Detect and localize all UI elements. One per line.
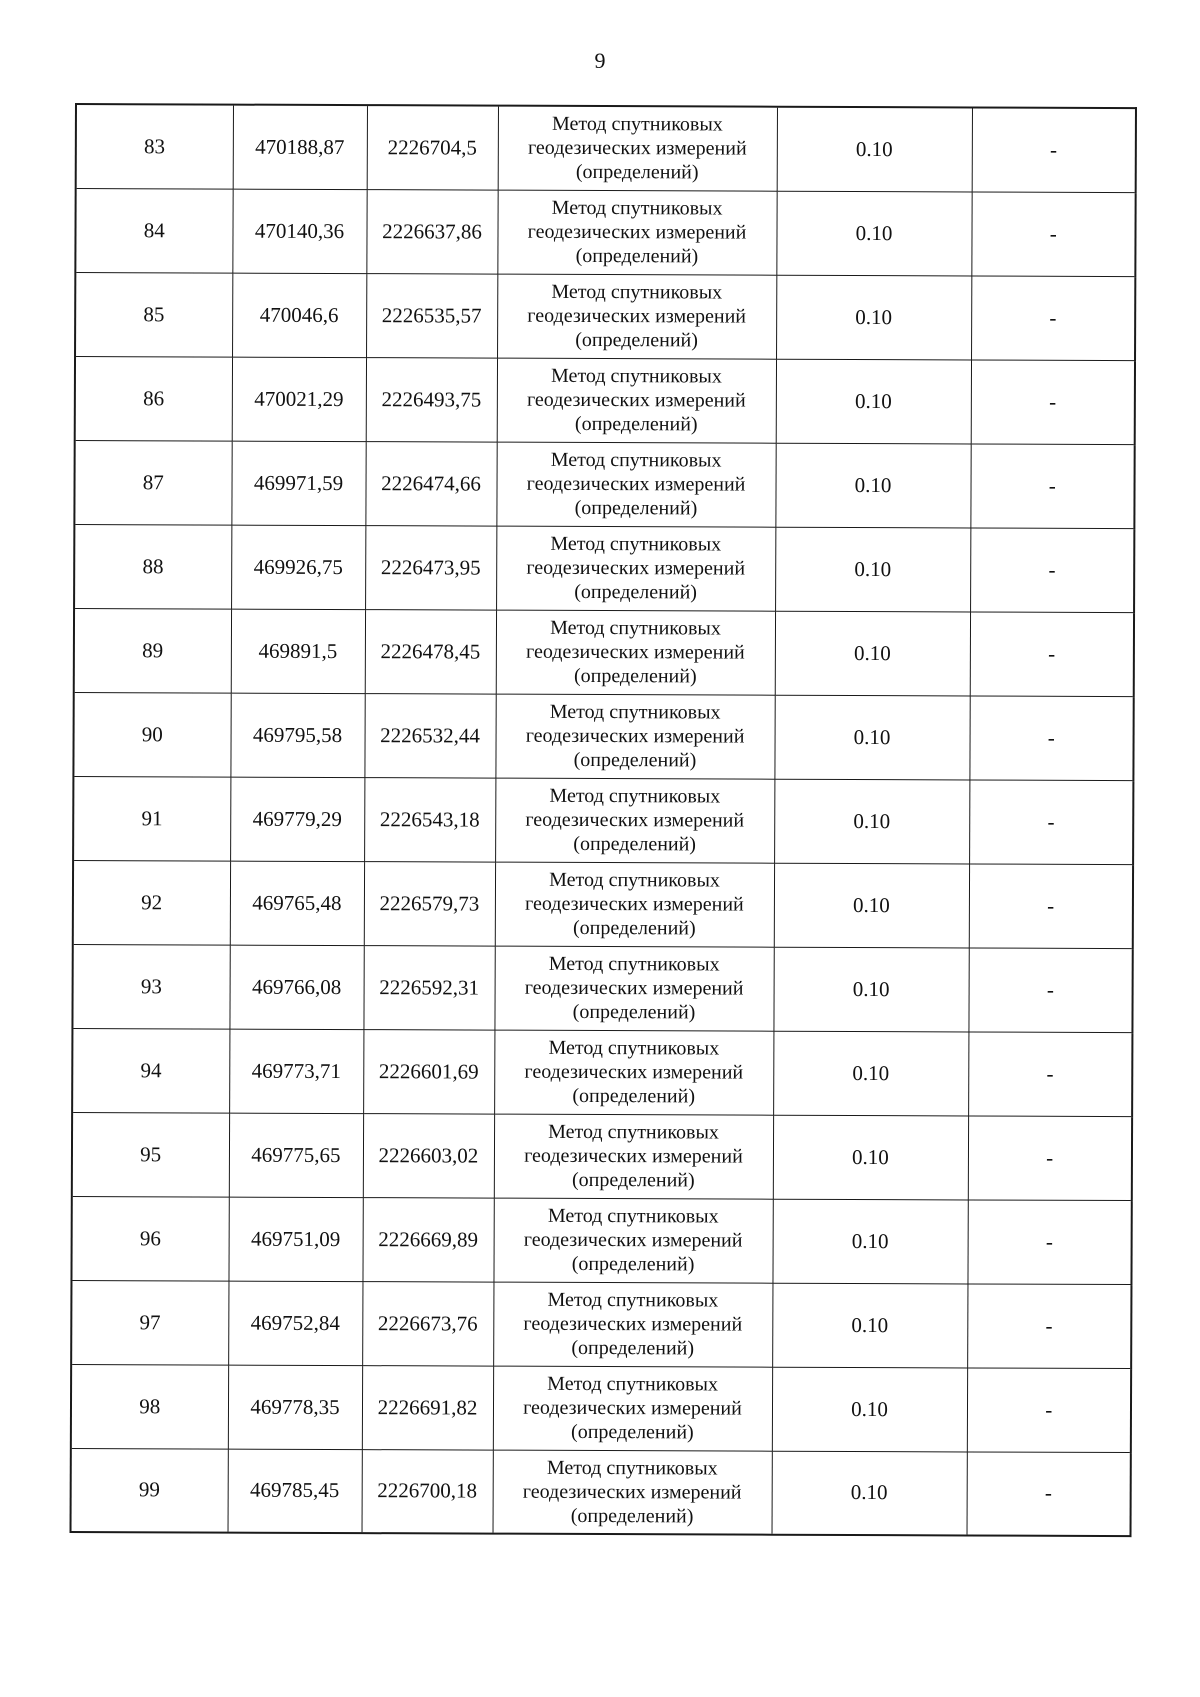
table-row xyxy=(72,1112,1132,1200)
accuracy-cell: 0.10 xyxy=(774,863,969,948)
y-coordinate-cell: 2226669,89 xyxy=(362,1197,493,1282)
accuracy-cell: 0.10 xyxy=(773,1115,968,1200)
note-cell: - xyxy=(967,1283,1131,1368)
note-cell: - xyxy=(970,527,1134,612)
note-cell: - xyxy=(971,275,1135,360)
x-coordinate-cell: 469779,29 xyxy=(230,777,364,862)
method-text-line: геодезических измерений xyxy=(526,556,746,580)
method-text-line: геодезических измерений xyxy=(526,388,746,412)
coordinates-table xyxy=(70,103,1137,1537)
note-cell: - xyxy=(967,1367,1131,1452)
point-number-cell: 86 xyxy=(75,356,232,441)
method-text-line: геодезических измерений xyxy=(527,136,747,160)
method-text-line: (определений) xyxy=(572,1084,696,1108)
accuracy-cell: 0.10 xyxy=(775,527,970,612)
method-cell xyxy=(495,778,774,863)
method-text-line: (определений) xyxy=(571,1168,695,1192)
table-row xyxy=(72,944,1132,1032)
y-coordinate-cell: 2226473,95 xyxy=(365,525,496,610)
method-text-line: (определений) xyxy=(571,1336,695,1360)
x-coordinate-cell: 469766,08 xyxy=(229,945,363,1030)
point-number-cell: 85 xyxy=(75,272,232,357)
y-coordinate-cell: 2226691,82 xyxy=(362,1365,493,1450)
method-cell xyxy=(493,1198,772,1283)
table-body xyxy=(71,104,1136,1536)
accuracy-cell: 0.10 xyxy=(776,359,971,444)
method-text-line: (определений) xyxy=(575,328,698,352)
method-text-line: Метод спутниковых xyxy=(548,952,720,976)
y-coordinate-cell: 2226704,5 xyxy=(367,105,498,190)
table-row xyxy=(76,104,1136,192)
point-number-cell: 91 xyxy=(73,776,230,861)
method-cell xyxy=(493,1282,772,1367)
x-coordinate-cell: 469785,45 xyxy=(228,1449,362,1534)
accuracy-cell: 0.10 xyxy=(776,191,971,276)
method-text-line: геодезических измерений xyxy=(527,220,747,244)
x-coordinate-cell: 469795,58 xyxy=(230,693,364,778)
method-text-line: (определений) xyxy=(574,496,698,520)
accuracy-cell: 0.10 xyxy=(777,107,972,192)
method-text-line: (определений) xyxy=(571,1252,695,1276)
y-coordinate-cell: 2226478,45 xyxy=(365,609,496,694)
method-text-line: Метод спутниковых xyxy=(547,1288,719,1312)
method-text-line: геодезических измерений xyxy=(523,1228,743,1252)
method-text-line: Метод спутниковых xyxy=(549,868,720,892)
method-text-line: геодезических измерений xyxy=(524,1060,744,1084)
method-text-line: Метод спутниковых xyxy=(546,1456,718,1480)
table-row xyxy=(75,272,1135,360)
accuracy-cell: 0.10 xyxy=(775,611,970,696)
y-coordinate-cell: 2226637,86 xyxy=(366,189,497,274)
method-cell xyxy=(498,106,777,191)
x-coordinate-cell: 469752,84 xyxy=(228,1281,362,1366)
x-coordinate-cell: 469926,75 xyxy=(231,525,365,610)
note-cell: - xyxy=(968,1031,1132,1116)
method-text-line: геодезических измерений xyxy=(523,1312,743,1336)
note-cell: - xyxy=(969,863,1133,948)
point-number-cell: 88 xyxy=(74,524,231,609)
accuracy-cell: 0.10 xyxy=(772,1283,967,1368)
point-number-cell: 96 xyxy=(71,1196,228,1281)
method-text-line: геодезических измерений xyxy=(523,1396,742,1420)
y-coordinate-cell: 2226700,18 xyxy=(362,1449,493,1534)
method-text-line: Метод спутниковых xyxy=(550,448,722,472)
x-coordinate-cell: 469891,5 xyxy=(231,609,365,694)
point-number-cell: 92 xyxy=(73,860,230,945)
note-cell: - xyxy=(967,1199,1131,1284)
table-row xyxy=(74,524,1134,612)
method-text-line: (определений) xyxy=(573,748,697,772)
accuracy-cell: 0.10 xyxy=(772,1367,967,1452)
note-cell: - xyxy=(969,695,1133,780)
method-text-line: (определений) xyxy=(572,916,696,940)
method-cell xyxy=(494,1030,773,1115)
method-text-line: (определений) xyxy=(574,412,698,436)
method-text-line: Метод спутниковых xyxy=(551,280,723,304)
point-number-cell: 90 xyxy=(73,692,230,777)
point-number-cell: 94 xyxy=(72,1028,229,1113)
point-number-cell: 99 xyxy=(71,1448,228,1533)
method-cell xyxy=(495,862,774,947)
accuracy-cell: 0.10 xyxy=(772,1451,967,1536)
x-coordinate-cell: 470046,6 xyxy=(232,273,366,358)
table-row xyxy=(71,1364,1131,1452)
method-text-line: геодезических измерений xyxy=(525,892,744,916)
x-coordinate-cell: 469971,59 xyxy=(231,441,365,526)
method-cell xyxy=(497,190,776,275)
method-text-line: Метод спутниковых xyxy=(547,1204,719,1228)
x-coordinate-cell: 469775,65 xyxy=(229,1113,363,1198)
method-text-line: (определений) xyxy=(574,580,697,604)
table-row xyxy=(71,1448,1131,1536)
method-text-line: (определений) xyxy=(573,664,697,688)
method-text-line: геодезических измерений xyxy=(524,1144,743,1168)
method-text-line: геодезических измерений xyxy=(524,976,744,1000)
accuracy-cell: 0.10 xyxy=(774,695,969,780)
x-coordinate-cell: 470021,29 xyxy=(232,357,366,442)
method-cell xyxy=(494,1114,773,1199)
point-number-cell: 98 xyxy=(71,1364,228,1449)
x-coordinate-cell: 470140,36 xyxy=(232,189,366,274)
table-row xyxy=(73,692,1133,780)
point-number-cell: 93 xyxy=(72,944,229,1029)
method-text-line: Метод спутниковых xyxy=(551,113,723,136)
method-text-line: (определений) xyxy=(572,1000,696,1024)
x-coordinate-cell: 469773,71 xyxy=(229,1029,363,1114)
y-coordinate-cell: 2226493,75 xyxy=(366,357,497,442)
method-text-line: Метод спутниковых xyxy=(549,700,721,724)
note-cell: - xyxy=(972,107,1136,192)
note-cell: - xyxy=(971,191,1135,276)
method-cell xyxy=(493,1450,772,1535)
method-text-line: (определений) xyxy=(575,244,699,268)
method-cell xyxy=(494,946,773,1031)
accuracy-cell: 0.10 xyxy=(773,1031,968,1116)
table-row xyxy=(75,356,1135,444)
method-text-line: геодезических измерений xyxy=(525,640,745,664)
note-cell: - xyxy=(968,947,1132,1032)
y-coordinate-cell: 2226592,31 xyxy=(363,945,494,1030)
table-row xyxy=(75,188,1135,276)
method-text-line: Метод спутниковых xyxy=(548,1036,720,1060)
method-cell xyxy=(496,442,775,527)
accuracy-cell: 0.10 xyxy=(775,443,970,528)
method-text-line: Метод спутниковых xyxy=(551,196,723,220)
y-coordinate-cell: 2226601,69 xyxy=(363,1029,494,1114)
method-cell xyxy=(496,610,775,695)
table-row xyxy=(72,1028,1132,1116)
method-cell xyxy=(496,526,775,611)
x-coordinate-cell: 470188,87 xyxy=(233,105,367,190)
table-row xyxy=(71,1196,1131,1284)
table-row xyxy=(73,776,1133,864)
note-cell: - xyxy=(967,1451,1131,1536)
point-number-cell: 83 xyxy=(76,104,233,189)
y-coordinate-cell: 2226673,76 xyxy=(362,1281,493,1366)
table-row xyxy=(73,860,1133,948)
point-number-cell: 95 xyxy=(72,1112,229,1197)
method-text-line: геодезических измерений xyxy=(525,808,745,832)
table-row xyxy=(74,608,1134,696)
method-cell xyxy=(495,694,774,779)
accuracy-cell: 0.10 xyxy=(776,275,971,360)
point-number-cell: 84 xyxy=(75,188,232,273)
note-cell: - xyxy=(969,779,1133,864)
table-row xyxy=(74,440,1134,528)
y-coordinate-cell: 2226543,18 xyxy=(364,777,495,862)
method-text-line: Метод спутниковых xyxy=(550,616,721,640)
accuracy-cell: 0.10 xyxy=(774,779,969,864)
x-coordinate-cell: 469751,09 xyxy=(228,1197,362,1282)
method-cell xyxy=(493,1366,772,1451)
method-text-line: (определений) xyxy=(571,1420,694,1444)
page-number: 9 xyxy=(594,48,606,73)
method-text-line: геодезических измерений xyxy=(527,304,747,328)
method-cell xyxy=(497,358,776,443)
method-text-line: (определений) xyxy=(570,1504,694,1528)
y-coordinate-cell: 2226603,02 xyxy=(363,1113,494,1198)
accuracy-cell: 0.10 xyxy=(772,1199,967,1284)
y-coordinate-cell: 2226532,44 xyxy=(364,693,495,778)
method-text-line: Метод спутниковых xyxy=(547,1372,719,1396)
point-number-cell: 89 xyxy=(74,608,231,693)
y-coordinate-cell: 2226535,57 xyxy=(366,273,497,358)
point-number-cell: 87 xyxy=(74,440,231,525)
accuracy-cell: 0.10 xyxy=(773,947,968,1032)
method-text-line: (определений) xyxy=(573,832,697,856)
method-text-line: Метод спутниковых xyxy=(550,532,722,556)
x-coordinate-cell: 469765,48 xyxy=(230,861,364,946)
method-text-line: геодезических измерений xyxy=(525,724,745,748)
y-coordinate-cell: 2226579,73 xyxy=(364,861,495,946)
table-row xyxy=(71,1280,1131,1368)
point-number-cell: 97 xyxy=(71,1280,228,1365)
method-text-line: Метод спутниковых xyxy=(549,784,721,808)
note-cell: - xyxy=(970,611,1134,696)
method-text-line: геодезических измерений xyxy=(526,472,746,496)
method-text-line: Метод спутниковых xyxy=(551,364,722,388)
x-coordinate-cell: 469778,35 xyxy=(228,1365,362,1450)
method-text-line: Метод спутниковых xyxy=(548,1120,719,1144)
method-text-line: геодезических измерений xyxy=(522,1480,742,1504)
method-text-line: (определений) xyxy=(575,161,699,184)
note-cell: - xyxy=(970,443,1134,528)
method-cell xyxy=(497,274,776,359)
note-cell: - xyxy=(968,1115,1132,1200)
y-coordinate-cell: 2226474,66 xyxy=(365,441,496,526)
note-cell: - xyxy=(971,359,1135,444)
